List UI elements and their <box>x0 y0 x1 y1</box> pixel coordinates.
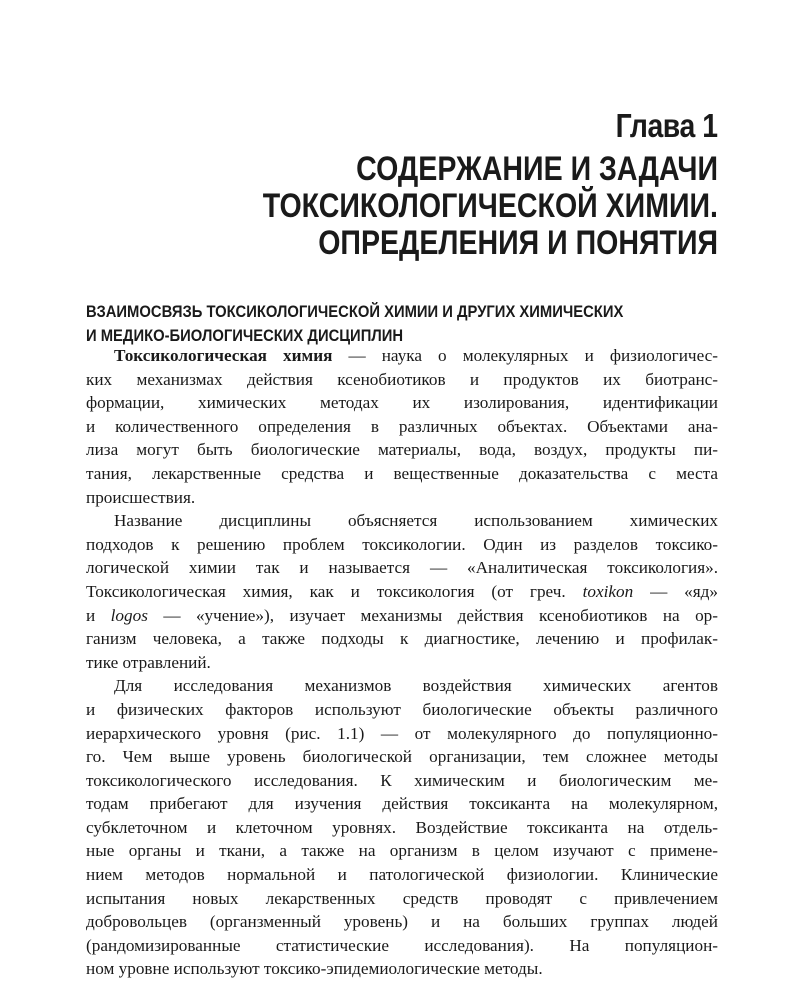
text-line: испытания новых лекарственных средств проводят с привлечением <box>86 888 718 908</box>
text-fragment: — наука о молекулярных и физиологичес- <box>332 346 718 365</box>
text-line: тодам прибегают для изучения действия токсиканта на молекулярном, <box>86 794 718 814</box>
text-line <box>86 580 718 604</box>
paragraph-1 <box>86 344 718 509</box>
text-line <box>86 604 718 628</box>
paragraph-3 <box>86 674 718 981</box>
text-line: тания, лекарственные средства и вещественные доказательства с места <box>86 463 718 483</box>
text-line: добровольцев (органзменный уровень) и на больших группах людей <box>86 912 718 932</box>
paragraph-2 <box>86 509 718 674</box>
text-line: тике отравлений. <box>86 652 211 672</box>
text-line: и количественного определения в различных объектах. Объектами ана- <box>86 416 718 436</box>
section-title-line: И МЕДИКО-БИОЛОГИЧЕСКИХ ДИСЦИПЛИН <box>86 326 404 345</box>
greek-term: logos <box>110 605 148 625</box>
section-title <box>86 300 704 348</box>
chapter-title-line: СОДЕРЖАНИЕ И ЗАДАЧИ <box>356 150 718 188</box>
body-text <box>86 344 718 981</box>
chapter-title <box>176 151 718 262</box>
text-line: происшествия. <box>86 487 196 507</box>
text-line: иерархического уровня (рис. 1.1) — от молекулярного до популяционно- <box>86 723 718 743</box>
text-line: подходов к решению проблем токсикологии. Один из разделов токсико- <box>86 534 718 554</box>
text-line: субклеточном и клеточном уровнях. Воздействие токсиканта на отдель- <box>86 817 718 837</box>
text-line: ные органы и ткани, а также на организм в целом изучают с примене- <box>86 841 718 861</box>
text-fragment: — «яд» <box>633 581 718 601</box>
text-fragment: — «учение»), изучает механизмы действия ксенобиотиков на ор- <box>147 605 718 625</box>
text-fragment: и <box>86 605 111 625</box>
text-line: нием методов нормальной и патологической физиологии. Клинические <box>86 865 718 885</box>
chapter-title-line: ОПРЕДЕЛЕНИЯ И ПОНЯТИЯ <box>318 224 718 262</box>
text-line <box>86 344 718 368</box>
text-line: Для исследования механизмов воздействия химических агентов <box>114 676 718 696</box>
section-title-line: ВЗАИМОСВЯЗЬ ТОКСИКОЛОГИЧЕСКОЙ ХИМИИ И ДРУГИХ ХИМИЧЕСКИХ <box>86 302 624 321</box>
text-line: формации, химических методах их изолирования, идентификации <box>86 393 718 413</box>
book-page <box>86 0 718 1000</box>
chapter-label: Глава 1 <box>615 107 718 144</box>
defined-term: Токсикологическая химия <box>114 346 333 365</box>
text-fragment: Токсикологическая химия, как и токсикология (от греч. <box>86 581 583 601</box>
text-line: (рандомизированные статистические исследования). На популяцион- <box>86 935 718 955</box>
text-line: и физических факторов используют биологические объекты различного <box>86 699 718 719</box>
text-line: го. Чем выше уровень биологической организации, тем сложнее методы <box>86 747 718 767</box>
text-line: ких механизмах действия ксенобиотиков и продуктов их биотранс- <box>86 369 718 389</box>
text-line: ном уровне используют токсико-эпидемиологические методы. <box>86 959 543 979</box>
chapter-title-line: ТОКСИКОЛОГИЧЕСКОЙ ХИМИИ. <box>262 187 718 225</box>
greek-term: toxikon <box>582 581 634 601</box>
text-line: лиза могут быть биологические материалы, вода, воздух, продукты пи- <box>86 440 718 460</box>
text-line: ганизм человека, а также подходы к диагностике, лечению и профилак- <box>86 629 718 649</box>
text-line: Название дисциплины объясняется использованием химических <box>114 511 718 531</box>
text-line: токсикологического исследования. К химическим и биологическим ме- <box>86 770 718 790</box>
text-line: логической химии так и называется — «Аналитическая токсикология». <box>86 558 718 578</box>
